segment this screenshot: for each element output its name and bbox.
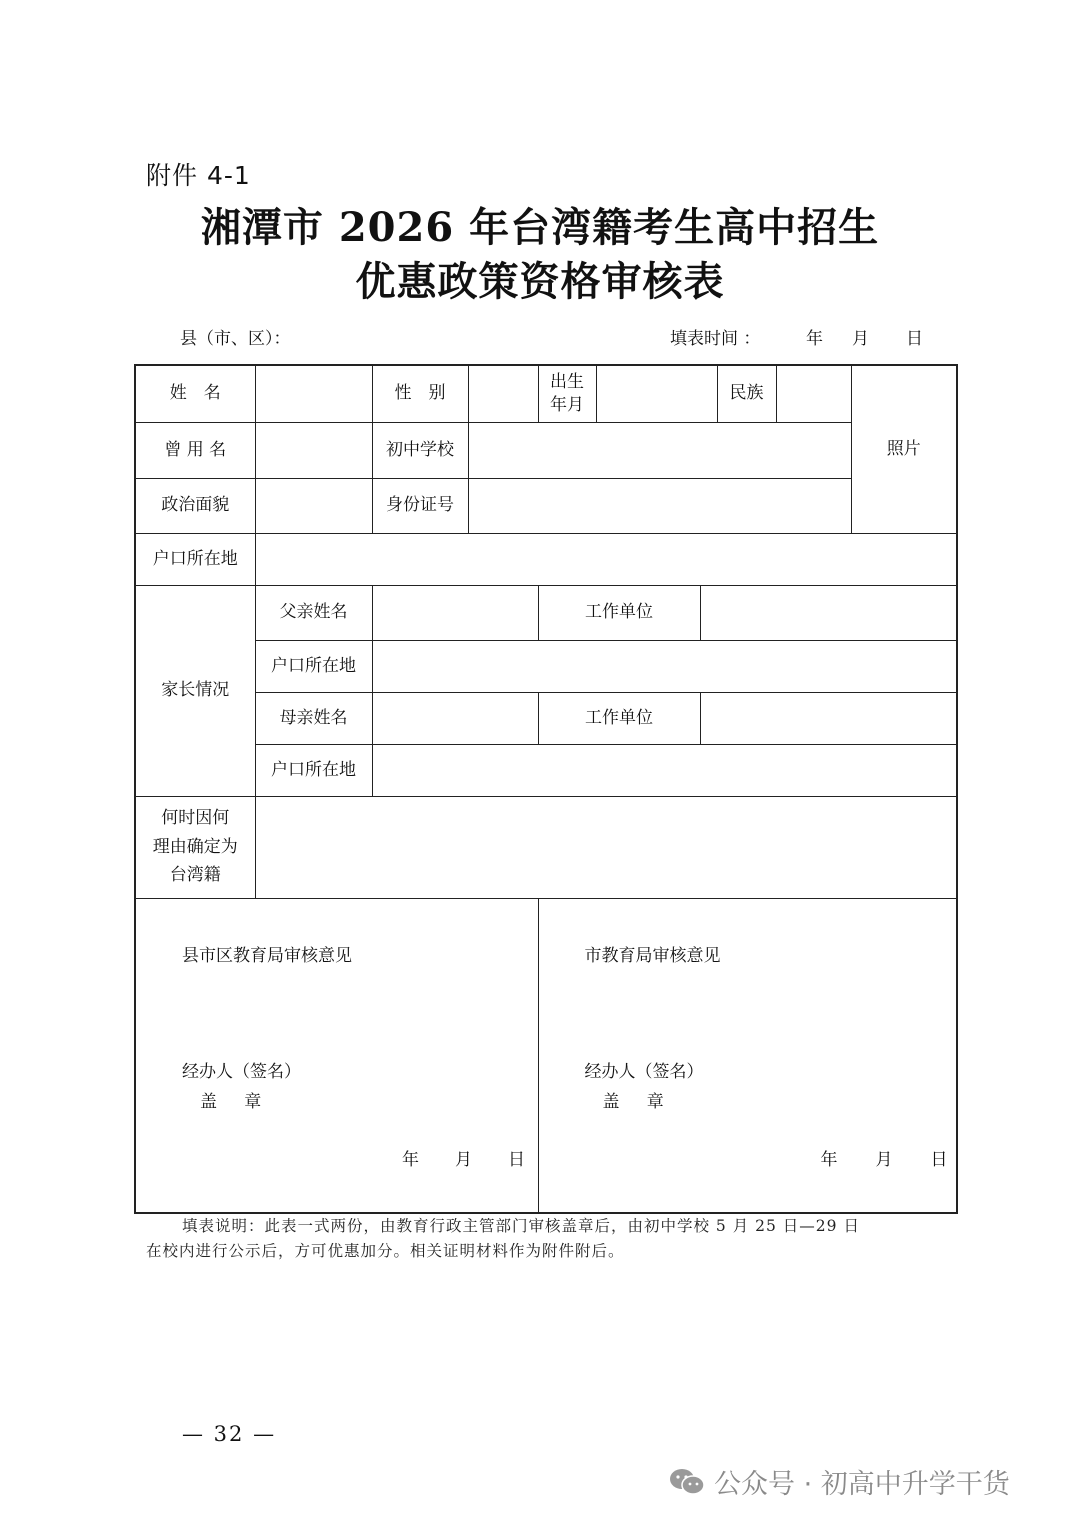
page-number: — 32 — <box>182 1422 277 1446</box>
household-label: 户口所在地 <box>135 533 255 585</box>
document-title-line1: 湘潭市 2026 年台湾籍考生高中招生 <box>200 204 880 251</box>
county-opinion-title: 县市区教育局审核意见 <box>182 945 352 966</box>
father-name-label: 父亲姓名 <box>255 585 372 640</box>
ethnicity-value[interactable] <box>776 365 851 422</box>
mother-name-value[interactable] <box>372 692 538 744</box>
birth-label: 出生 年月 <box>538 365 596 422</box>
watermark <box>668 1462 1010 1501</box>
father-work-value[interactable] <box>700 585 957 640</box>
fill-time-label: 填表时间 ： <box>670 329 761 349</box>
attachment-label: 附件 4-1 <box>146 161 251 190</box>
name-label: 姓 名 <box>135 365 255 422</box>
political-status-label: 政治面貌 <box>135 478 255 533</box>
county-handler-sign: 经办人（签名） <box>182 1061 301 1082</box>
former-name-label: 曾 用 名 <box>135 422 255 478</box>
document-title-line2: 优惠政策资格审核表 <box>355 258 725 305</box>
id-number-label: 身份证号 <box>372 478 468 533</box>
county-seal-label: 盖章 <box>200 1091 289 1112</box>
middle-school-label: 初中学校 <box>372 422 468 478</box>
gender-label: 性 别 <box>372 365 468 422</box>
taiwan-reason-value[interactable] <box>255 796 957 898</box>
mother-work-value[interactable] <box>700 692 957 744</box>
former-name-value[interactable] <box>255 422 372 478</box>
fill-instructions-line1: 填表说明：此表一式两份，由教育行政主管部门审核盖章后，由初中学校 5 月 25 日—29 日 <box>182 1217 860 1235</box>
political-status-value[interactable] <box>255 478 372 533</box>
wechat-icon <box>668 1467 706 1497</box>
county-label: 县（市、区）： <box>180 329 291 349</box>
city-opinion-title: 市教育局审核意见 <box>584 945 721 966</box>
review-form-table <box>134 364 958 1214</box>
father-name-value[interactable] <box>372 585 538 640</box>
fill-instructions-line2: 在校内进行公示后，方可优惠加分。相关证明材料作为附件附后。 <box>146 1242 625 1260</box>
household-value[interactable] <box>255 533 957 585</box>
photo-cell[interactable]: 照片 <box>851 365 957 533</box>
mother-household-label: 户口所在地 <box>255 744 372 796</box>
city-date: 年 月 日 <box>820 1149 948 1170</box>
county-date: 年 月 日 <box>402 1149 525 1170</box>
ethnicity-label: 民族 <box>717 365 776 422</box>
mother-household-value[interactable] <box>372 744 957 796</box>
city-opinion-cell[interactable] <box>538 898 957 1213</box>
fill-instructions <box>146 1214 946 1264</box>
mother-name-label: 母亲姓名 <box>255 692 372 744</box>
middle-school-value[interactable] <box>468 422 851 478</box>
father-household-value[interactable] <box>372 640 957 692</box>
county-opinion-cell[interactable] <box>135 898 538 1213</box>
mother-work-label: 工作单位 <box>538 692 700 744</box>
fill-day-label: 日 <box>906 329 923 349</box>
father-household-label: 户口所在地 <box>255 640 372 692</box>
birth-value[interactable] <box>596 365 717 422</box>
parents-label: 家长情况 <box>135 585 255 796</box>
fill-month-label: 月 <box>852 329 869 349</box>
city-handler-sign: 经办人（签名） <box>584 1061 704 1082</box>
city-seal-label: 盖章 <box>602 1091 691 1112</box>
taiwan-reason-label: 何时因何 理由确定为 台湾籍 <box>135 796 255 898</box>
fill-year-label: 年 <box>806 329 823 349</box>
id-number-value[interactable] <box>468 478 851 533</box>
father-work-label: 工作单位 <box>538 585 700 640</box>
watermark-text: 公众号 · 初高中升学干货 <box>714 1469 1010 1500</box>
name-value[interactable] <box>255 365 372 422</box>
gender-value[interactable] <box>468 365 538 422</box>
